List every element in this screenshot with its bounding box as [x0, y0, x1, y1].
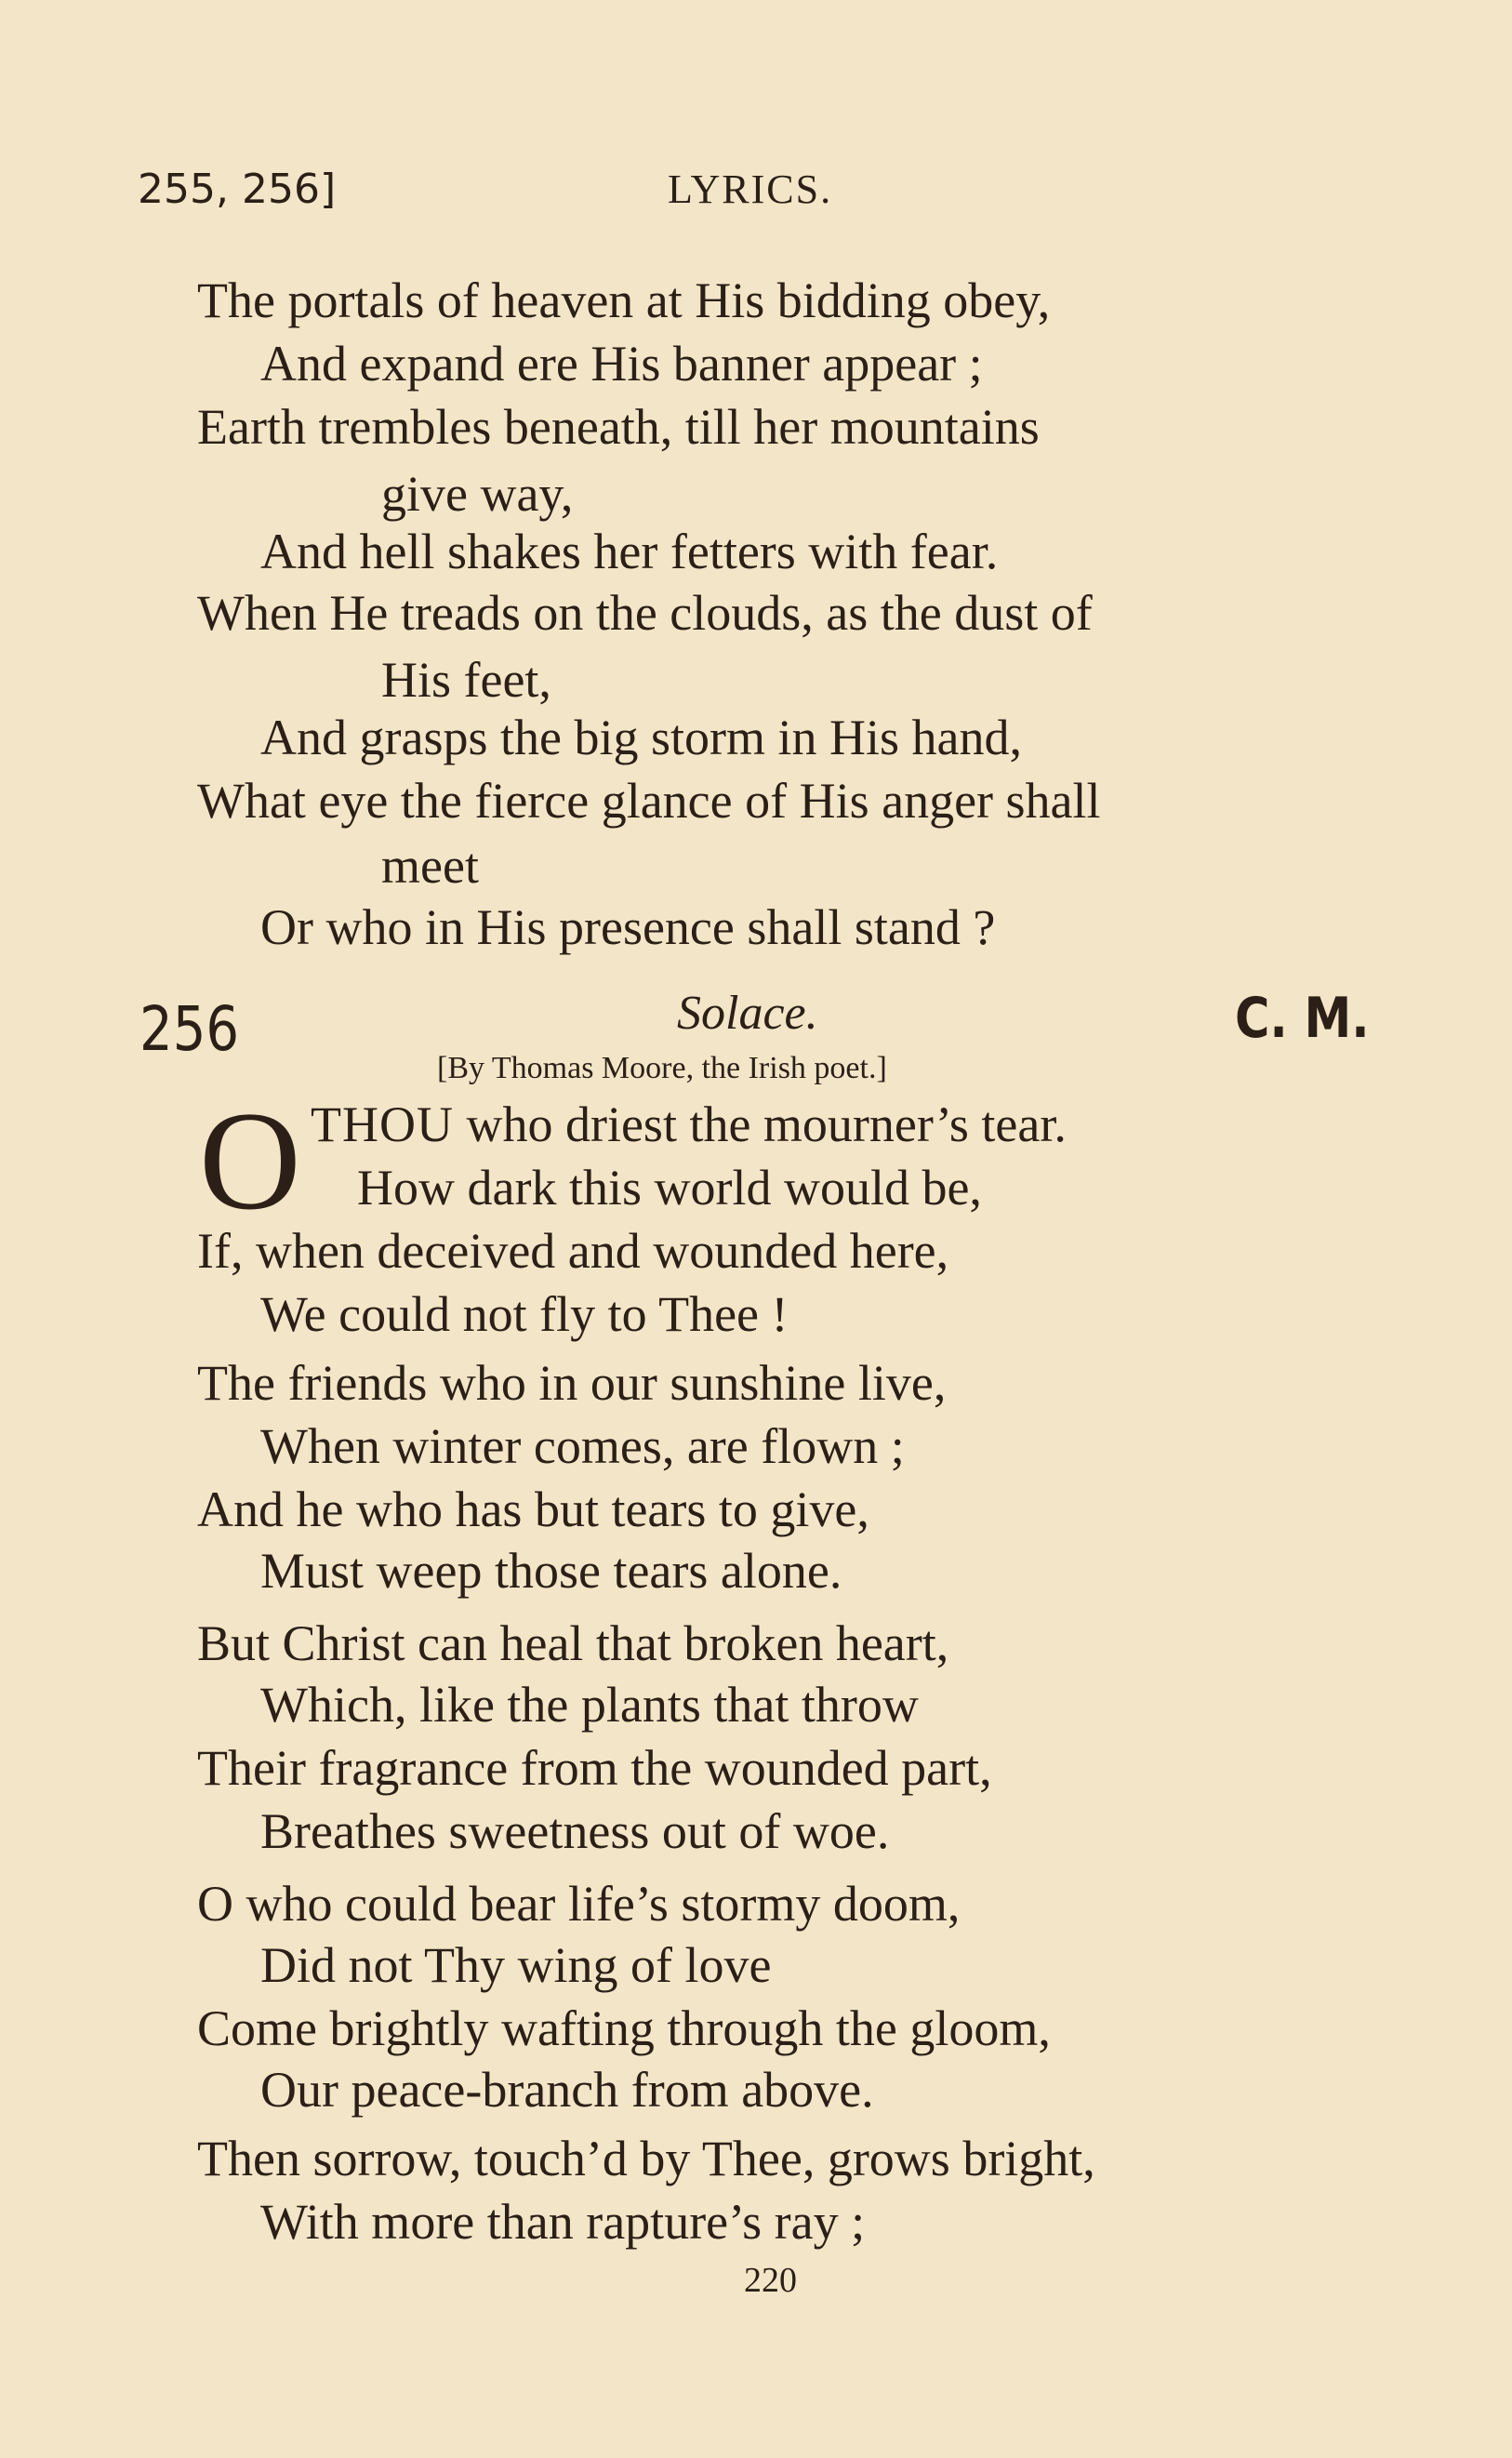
- drop-cap: O: [199, 1083, 301, 1239]
- verse-line: But Christ can heal that broken heart,: [197, 1615, 949, 1671]
- verse-line: And expand ere His banner appear ;: [260, 336, 983, 392]
- verse-line: With more than rapture’s ray ;: [260, 2194, 866, 2250]
- verse-line: If, when deceived and wounded here,: [197, 1223, 949, 1279]
- hymn-meter: C. M.: [1235, 986, 1370, 1051]
- verse-line: And hell shakes her fetters with fear.: [260, 524, 999, 579]
- hymn-title: Solace.: [677, 987, 818, 1040]
- header-hymn-numbers: 255, 256]: [138, 166, 337, 213]
- verse-line: O who could bear life’s stormy doom,: [197, 1876, 961, 1932]
- verse-line: What eye the fierce glance of His anger shall: [197, 773, 1101, 829]
- verse-line: Come brightly wafting through the gloom,: [197, 2000, 1051, 2056]
- verse-line: Breathes sweetness out of woe.: [260, 1803, 890, 1859]
- verse-line: The friends who in our sunshine live,: [197, 1355, 947, 1411]
- verse-line: Which, like the plants that throw: [260, 1677, 919, 1733]
- verse-line: The portals of heaven at His bidding obey,: [197, 272, 1051, 328]
- verse-line: And grasps the big storm in His hand,: [260, 710, 1022, 765]
- verse-line: We could not fly to Thee !: [260, 1286, 789, 1342]
- running-title: LYRICS.: [668, 166, 833, 212]
- verse-line: Our peace-branch from above.: [260, 2062, 874, 2118]
- verse-line: When He treads on the clouds, as the dust of: [197, 585, 1093, 641]
- verse-line: Or who in His presence shall stand ?: [260, 899, 996, 955]
- verse-line: Did not Thy wing of love: [260, 1937, 772, 1993]
- verse-line-turnover: give way,: [381, 466, 574, 522]
- verse-line: When winter comes, are flown ;: [260, 1418, 905, 1474]
- first-verse-line: [311, 1096, 1067, 1153]
- verse-line-turnover: His feet,: [381, 652, 551, 708]
- first-line-rest: who driest the mourner’s tear.: [453, 1096, 1067, 1152]
- verse-line: Their fragrance from the wounded part,: [197, 1740, 992, 1796]
- attribution: [By Thomas Moore, the Irish poet.]: [437, 1051, 887, 1085]
- verse-line: And he who has but tears to give,: [197, 1481, 869, 1537]
- page-number: 220: [744, 2261, 797, 2300]
- first-word-caps: THOU: [311, 1096, 454, 1152]
- verse-line-turnover: meet: [381, 838, 479, 894]
- verse-line: Must weep those tears alone.: [260, 1543, 842, 1599]
- verse-line: How dark this world would be,: [357, 1160, 982, 1216]
- verse-line: Earth trembles beneath, till her mountains: [197, 399, 1040, 455]
- verse-line: Then sorrow, touch’d by Thee, grows bright,: [197, 2131, 1095, 2186]
- hymn-number: 256: [139, 993, 240, 1065]
